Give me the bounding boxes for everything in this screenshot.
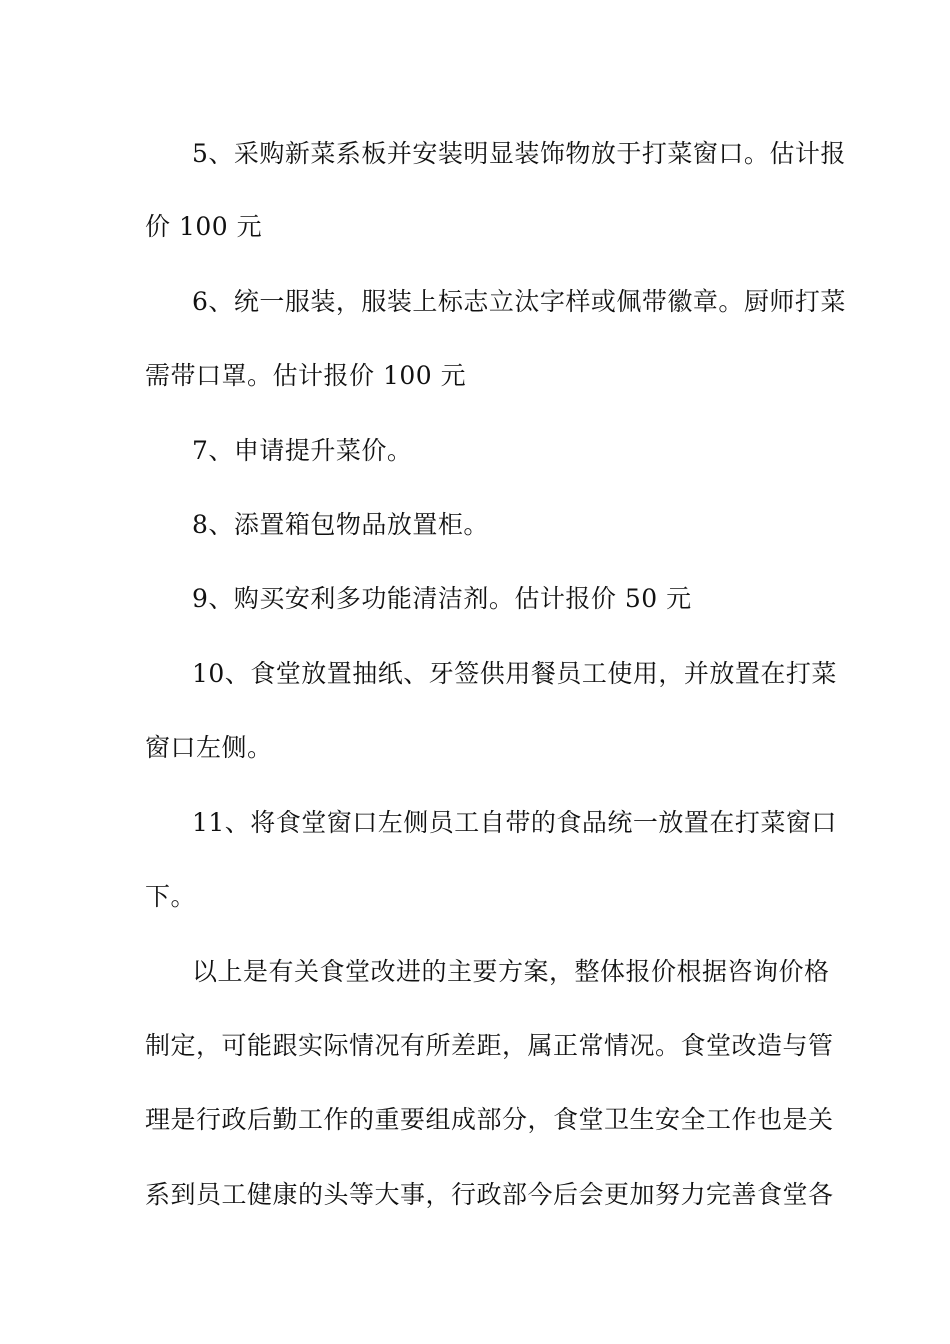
item-5-line-1: 5、采购新菜系板并安装明显装饰物放于打菜窗口。估计报 [192,139,846,168]
item-6-line-2: 需带口罩。估计报价 100 元 [145,361,467,390]
summary-line-1: 以上是有关食堂改进的主要方案，整体报价根据咨询价格 [192,957,830,986]
item-9-line: 9、购买安利多功能清洁剂。估计报价 50 元 [192,584,692,613]
item-6-line-1: 6、统一服装，服装上标志立汰字样或佩带徽章。厨师打菜 [192,287,846,316]
summary-line-3: 理是行政后勤工作的重要组成部分，食堂卫生安全工作也是关 [145,1105,834,1134]
item-11-line-1: 11、将食堂窗口左侧员工自带的食品统一放置在打菜窗口 [192,808,837,837]
item-8-line: 8、添置箱包物品放置柜。 [192,510,489,539]
item-10-line-1: 10、食堂放置抽纸、牙签供用餐员工使用，并放置在打菜 [192,659,837,688]
item-7-line: 7、申请提升菜价。 [192,436,413,465]
summary-line-2: 制定，可能跟实际情况有所差距，属正常情况。食堂改造与管 [145,1031,834,1060]
item-5-line-2: 价 100 元 [145,212,263,241]
summary-line-4: 系到员工健康的头等大事，行政部今后会更加努力完善食堂各 [145,1180,834,1209]
item-11-line-2: 下。 [145,882,197,911]
item-10-line-2: 窗口左侧。 [145,733,273,762]
